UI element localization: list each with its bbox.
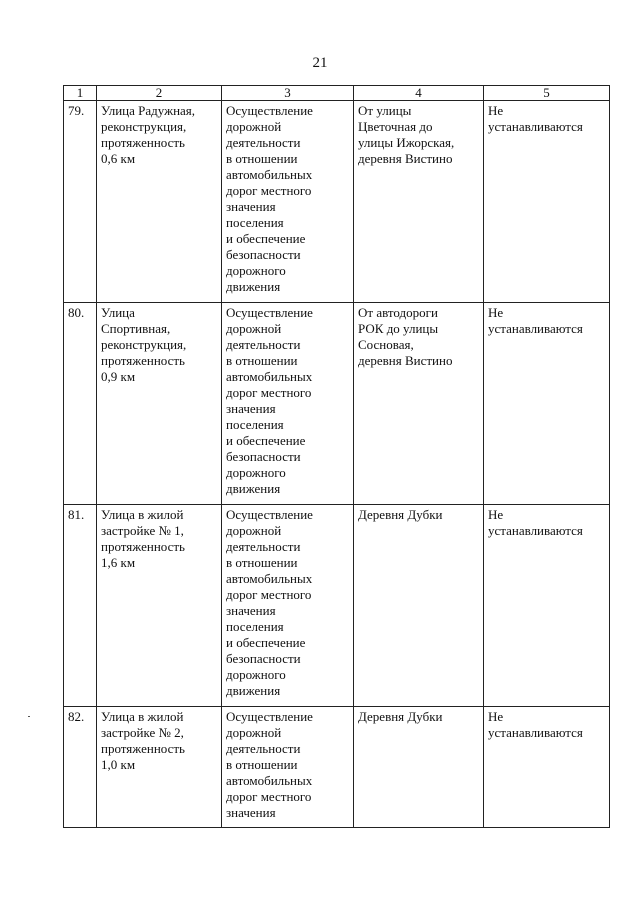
object-location: Деревня Дубки — [354, 707, 484, 828]
objects-table — [63, 85, 610, 828]
object-zones: Не устанавливаются — [484, 505, 610, 707]
table-row — [64, 303, 610, 505]
row-number: 81. — [64, 505, 97, 707]
object-name: Улица Радужная, реконструкция, протяженность 0,6 км — [97, 101, 222, 303]
object-name: Улица Спортивная, реконструкция, протяженность 0,9 км — [97, 303, 222, 505]
object-purpose: Осуществление дорожной деятельности в отношении автомобильных дорог местного значения поселения и обеспечение безопасности дорожного движения — [222, 505, 354, 707]
column-header: 3 — [222, 86, 354, 101]
object-purpose: Осуществление дорожной деятельности в отношении автомобильных дорог местного значения — [222, 707, 354, 828]
object-zones: Не устанавливаются — [484, 707, 610, 828]
page-number: 21 — [312, 55, 328, 71]
row-number: 79. — [64, 101, 97, 303]
column-header: 4 — [354, 86, 484, 101]
table-row — [64, 101, 610, 303]
object-zones: Не устанавливаются — [484, 303, 610, 505]
object-location: От автодороги РОК до улицы Сосновая, деревня Вистино — [354, 303, 484, 505]
object-purpose: Осуществление дорожной деятельности в отношении автомобильных дорог местного значения поселения и обеспечение безопасности дорожного движения — [222, 101, 354, 303]
object-name: Улица в жилой застройке № 2, протяженность 1,0 км — [97, 707, 222, 828]
row-number: 82. — [64, 707, 97, 828]
object-name: Улица в жилой застройке № 1, протяженность 1,6 км — [97, 505, 222, 707]
column-header: 2 — [97, 86, 222, 101]
scan-mark — [28, 716, 30, 717]
column-header: 5 — [484, 86, 610, 101]
object-purpose: Осуществление дорожной деятельности в отношении автомобильных дорог местного значения поселения и обеспечение безопасности дорожного движения — [222, 303, 354, 505]
table-header-row — [64, 86, 610, 101]
table-row — [64, 505, 610, 707]
column-header: 1 — [64, 86, 97, 101]
table-row — [64, 707, 610, 828]
object-zones: Не устанавливаются — [484, 101, 610, 303]
object-location: От улицы Цветочная до улицы Ижорская, деревня Вистино — [354, 101, 484, 303]
object-location: Деревня Дубки — [354, 505, 484, 707]
row-number: 80. — [64, 303, 97, 505]
